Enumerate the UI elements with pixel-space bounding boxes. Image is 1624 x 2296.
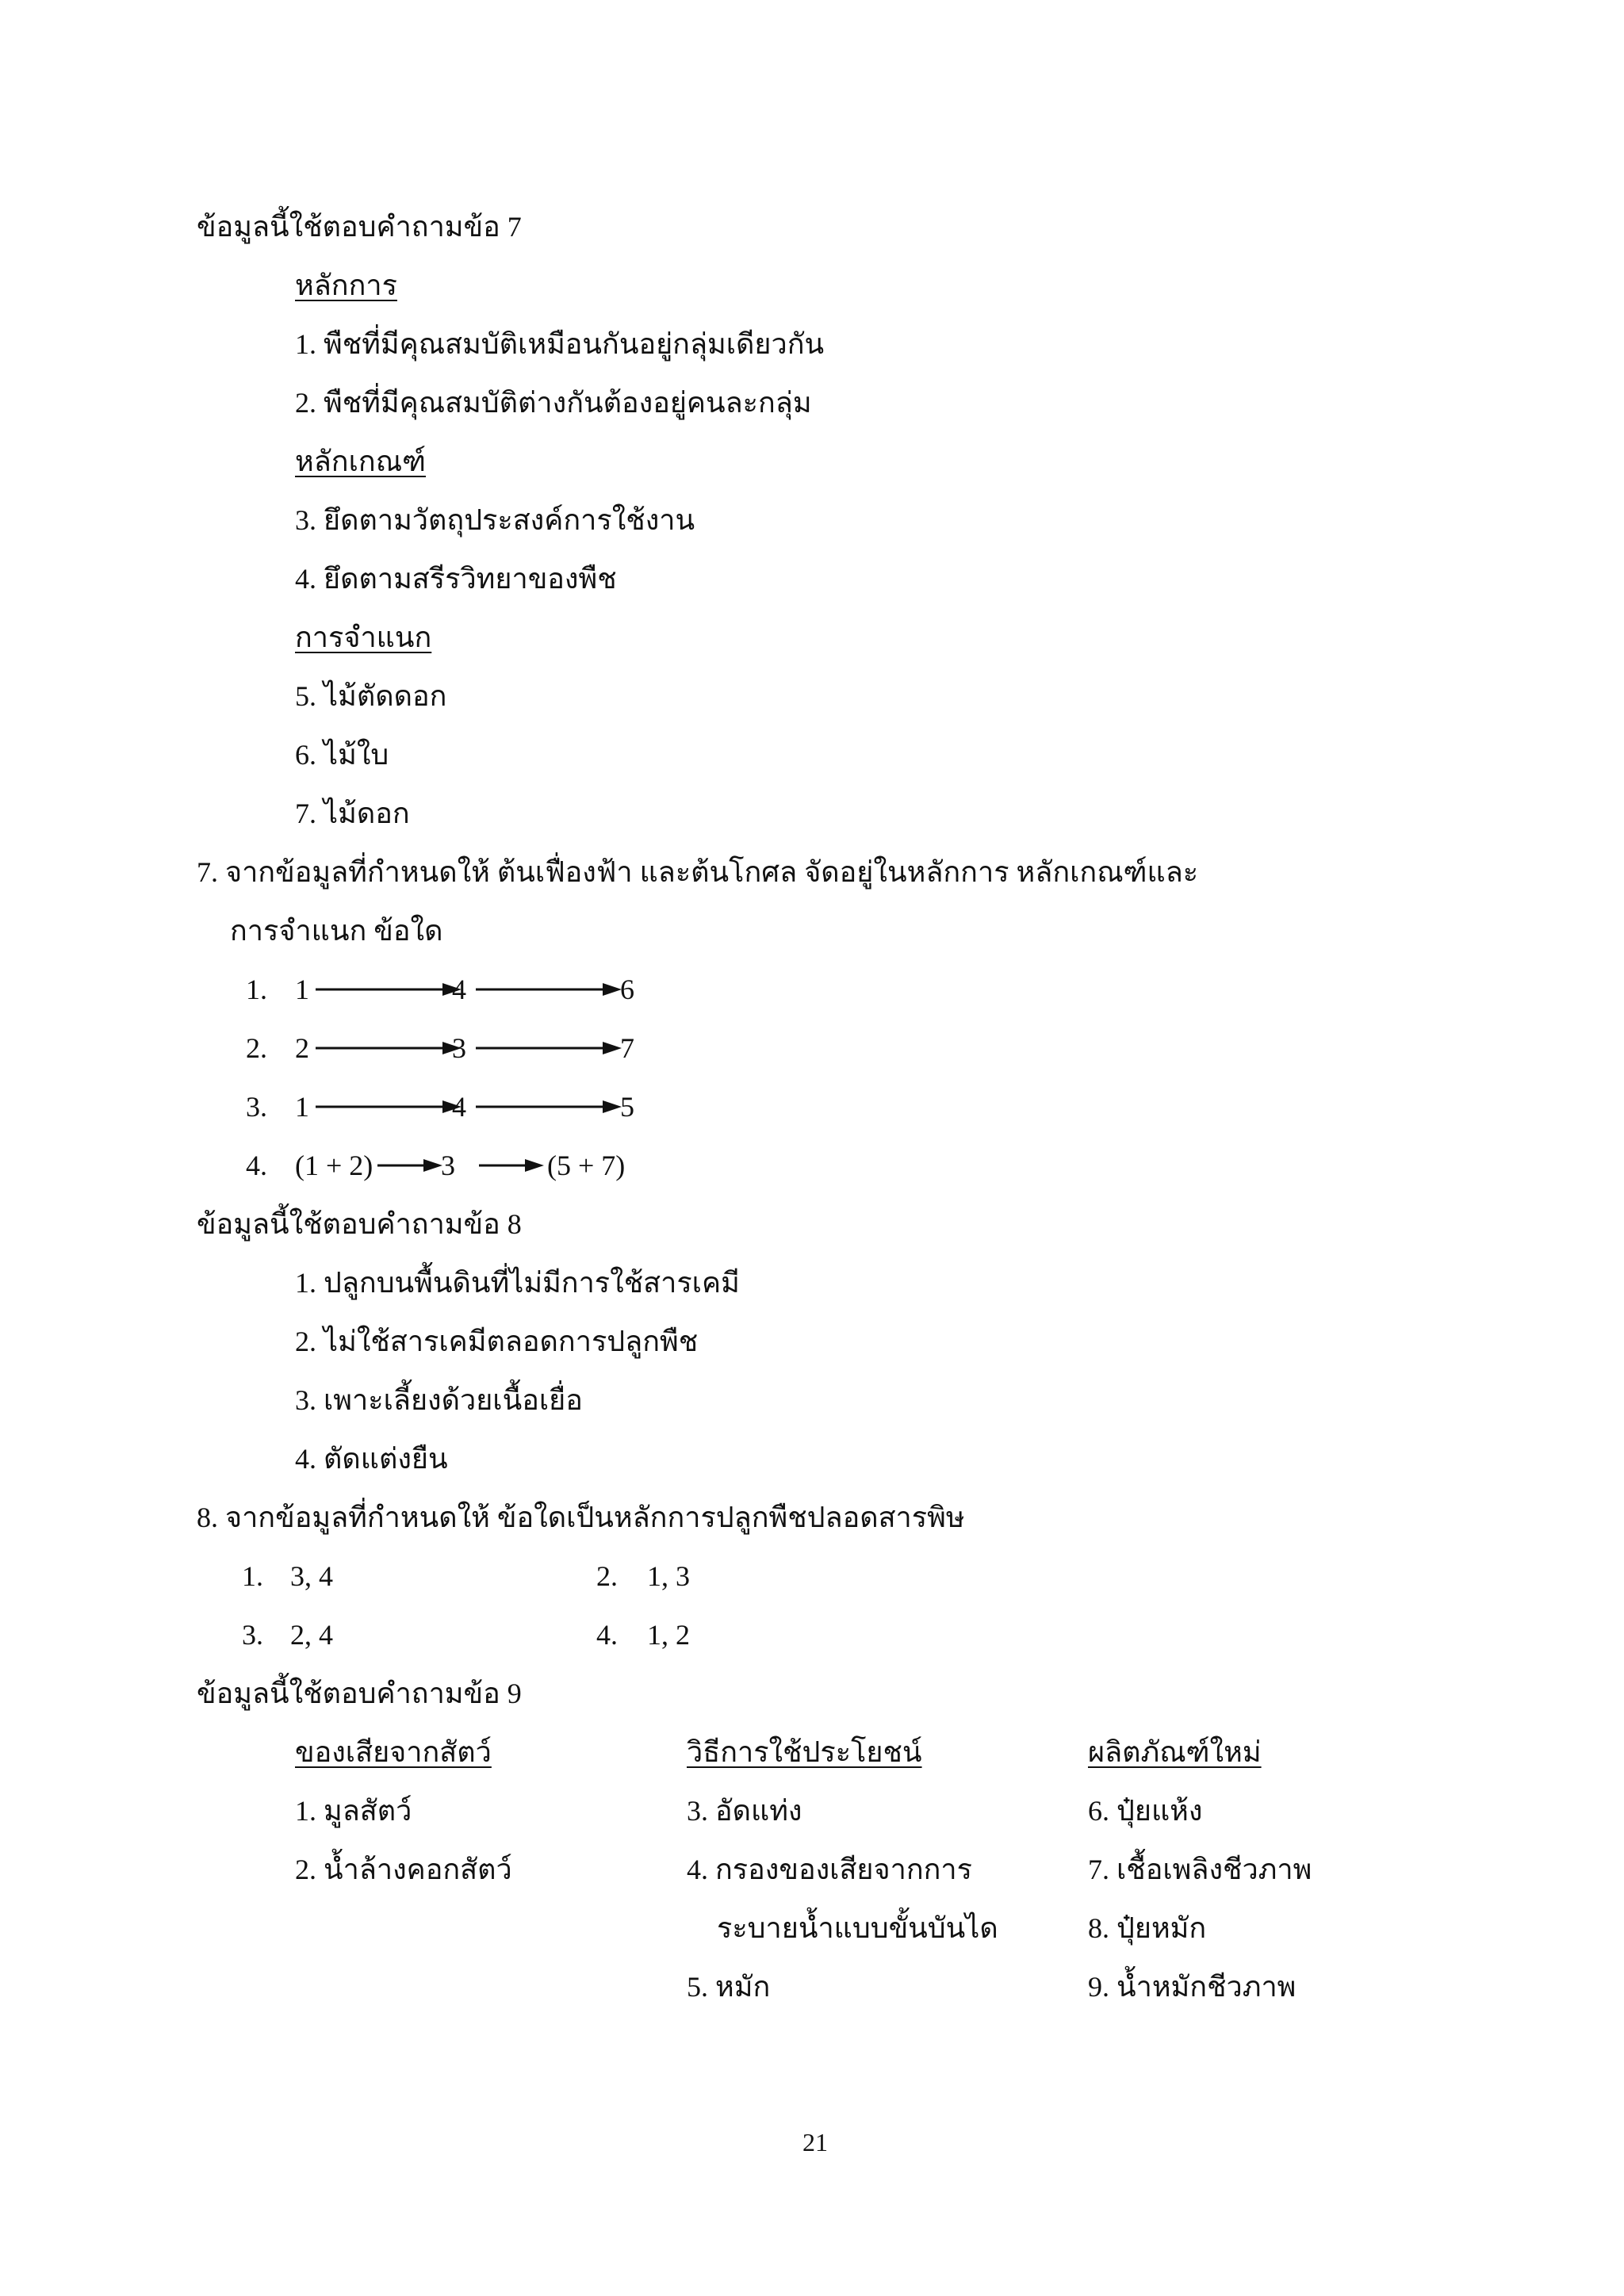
arrow-right-icon xyxy=(316,1040,463,1056)
q7-class-6: 6. ไม้ใบ xyxy=(295,739,389,771)
q9-col1-item-2: 2. น้ำล้างคอกสัตว์ xyxy=(295,1854,512,1885)
q7-principle-2: 2. พืชที่มีคุณสมบัติต่างกันต้องอยู่คนละกลุ่ม xyxy=(295,387,812,419)
q7-choice-1-b: 4 xyxy=(452,974,466,1005)
q8-choice-4-number: 4. xyxy=(596,1619,618,1651)
q7-heading-principle: หลักการ xyxy=(295,270,397,301)
q7-choice-1-c: 6 xyxy=(620,974,634,1005)
q8-choice-1-text: 3, 4 xyxy=(290,1560,333,1592)
q9-column-2-heading: วิธีการใช้ประโยชน์ xyxy=(687,1736,922,1768)
q9-col2-item-5: 5. หมัก xyxy=(687,1971,771,2003)
q7-choice-2-a: 2 xyxy=(295,1032,309,1064)
q7-choice-1-number: 1. xyxy=(246,974,267,1005)
q7-choice-2-number: 2. xyxy=(246,1032,267,1064)
q7-choice-1-a: 1 xyxy=(295,974,309,1005)
arrow-right-icon xyxy=(476,982,623,997)
arrow-right-icon xyxy=(377,1158,444,1173)
q8-choice-2-text: 1, 3 xyxy=(647,1560,690,1592)
arrow-right-icon xyxy=(479,1158,546,1173)
q7-choice-3-number: 3. xyxy=(246,1091,267,1123)
q8-item-2: 2. ไม่ใช้สารเคมีตลอดการปลูกพืช xyxy=(295,1326,699,1357)
q9-col2-item-3: 3. อัดแท่ง xyxy=(687,1795,802,1827)
q7-choice-3-b: 4 xyxy=(452,1091,466,1123)
q8-item-3: 3. เพาะเลี้ยงด้วยเนื้อเยื่อ xyxy=(295,1384,583,1416)
q7-principle-1: 1. พืชที่มีคุณสมบัติเหมือนกันอยู่กลุ่มเดียวกัน xyxy=(295,328,825,360)
q9-col1-item-1: 1. มูลสัตว์ xyxy=(295,1795,412,1827)
q8-choice-3-text: 2, 4 xyxy=(290,1619,333,1651)
q7-question-line-1: 7. จากข้อมูลที่กำหนดให้ ต้นเฟื่องฟ้า และต้นโกศล จัดอยู่ในหลักการ หลักเกณฑ์และ xyxy=(197,856,1199,888)
q7-question-line-2: การจำแนก ข้อใด xyxy=(230,915,443,947)
q8-item-1: 1. ปลูกบนพื้นดินที่ไม่มีการใช้สารเคมี xyxy=(295,1267,740,1299)
page-number: 21 xyxy=(802,2128,828,2156)
q9-col2-item-4-line-1: 4. กรองของเสียจากการ xyxy=(687,1854,972,1885)
q8-choice-3-number: 3. xyxy=(242,1619,263,1651)
q8-choice-4-text: 1, 2 xyxy=(647,1619,690,1651)
q7-heading-classification: การจำแนก xyxy=(295,622,432,653)
arrow-right-icon xyxy=(476,1040,623,1056)
q7-intro: ข้อมูลนี้ใช้ตอบคำถามข้อ 7 xyxy=(197,211,522,243)
q9-col3-item-6: 6. ปุ๋ยแห้ง xyxy=(1088,1795,1203,1827)
q9-column-1-heading: ของเสียจากสัตว์ xyxy=(295,1736,492,1768)
q7-choice-4-c: (5 + 7) xyxy=(547,1150,626,1181)
arrow-right-icon xyxy=(316,982,463,997)
q8-intro: ข้อมูลนี้ใช้ตอบคำถามข้อ 8 xyxy=(197,1208,522,1240)
q7-choice-3-c: 5 xyxy=(620,1091,634,1123)
q9-col3-item-8: 8. ปุ๋ยหมัก xyxy=(1088,1912,1207,1944)
q7-criteria-3: 3. ยึดตามวัตถุประสงค์การใช้งาน xyxy=(295,504,695,536)
q8-choice-1-number: 1. xyxy=(242,1560,263,1592)
q9-col3-item-7: 7. เชื้อเพลิงชีวภาพ xyxy=(1088,1854,1312,1885)
arrow-right-icon xyxy=(476,1099,623,1115)
q7-heading-criteria: หลักเกณฑ์ xyxy=(295,446,426,477)
q7-choice-3-a: 1 xyxy=(295,1091,309,1123)
q7-class-5: 5. ไม้ตัดดอก xyxy=(295,680,447,712)
q7-choice-4-b: 3 xyxy=(441,1150,455,1181)
q7-choice-2-b: 3 xyxy=(452,1032,466,1064)
q7-choice-2-c: 7 xyxy=(620,1032,634,1064)
q8-choice-2-number: 2. xyxy=(596,1560,618,1592)
q7-criteria-4: 4. ยึดตามสรีรวิทยาของพืช xyxy=(295,563,617,595)
q9-col2-item-4-line-2: ระบายน้ำแบบขั้นบันได xyxy=(717,1912,998,1944)
q9-col3-item-9: 9. น้ำหมักชีวภาพ xyxy=(1088,1971,1297,2003)
q7-choice-4-a: (1 + 2) xyxy=(295,1150,373,1181)
q7-choice-4-number: 4. xyxy=(246,1150,267,1181)
q9-column-3-heading: ผลิตภัณฑ์ใหม่ xyxy=(1088,1736,1262,1768)
q8-question: 8. จากข้อมูลที่กำหนดให้ ข้อใดเป็นหลักการปลูกพืชปลอดสารพิษ xyxy=(197,1502,965,1533)
q7-class-7: 7. ไม้ดอก xyxy=(295,798,410,829)
q9-intro: ข้อมูลนี้ใช้ตอบคำถามข้อ 9 xyxy=(197,1678,522,1709)
q8-item-4: 4. ตัดแต่งยืน xyxy=(295,1443,448,1475)
arrow-right-icon xyxy=(316,1099,463,1115)
